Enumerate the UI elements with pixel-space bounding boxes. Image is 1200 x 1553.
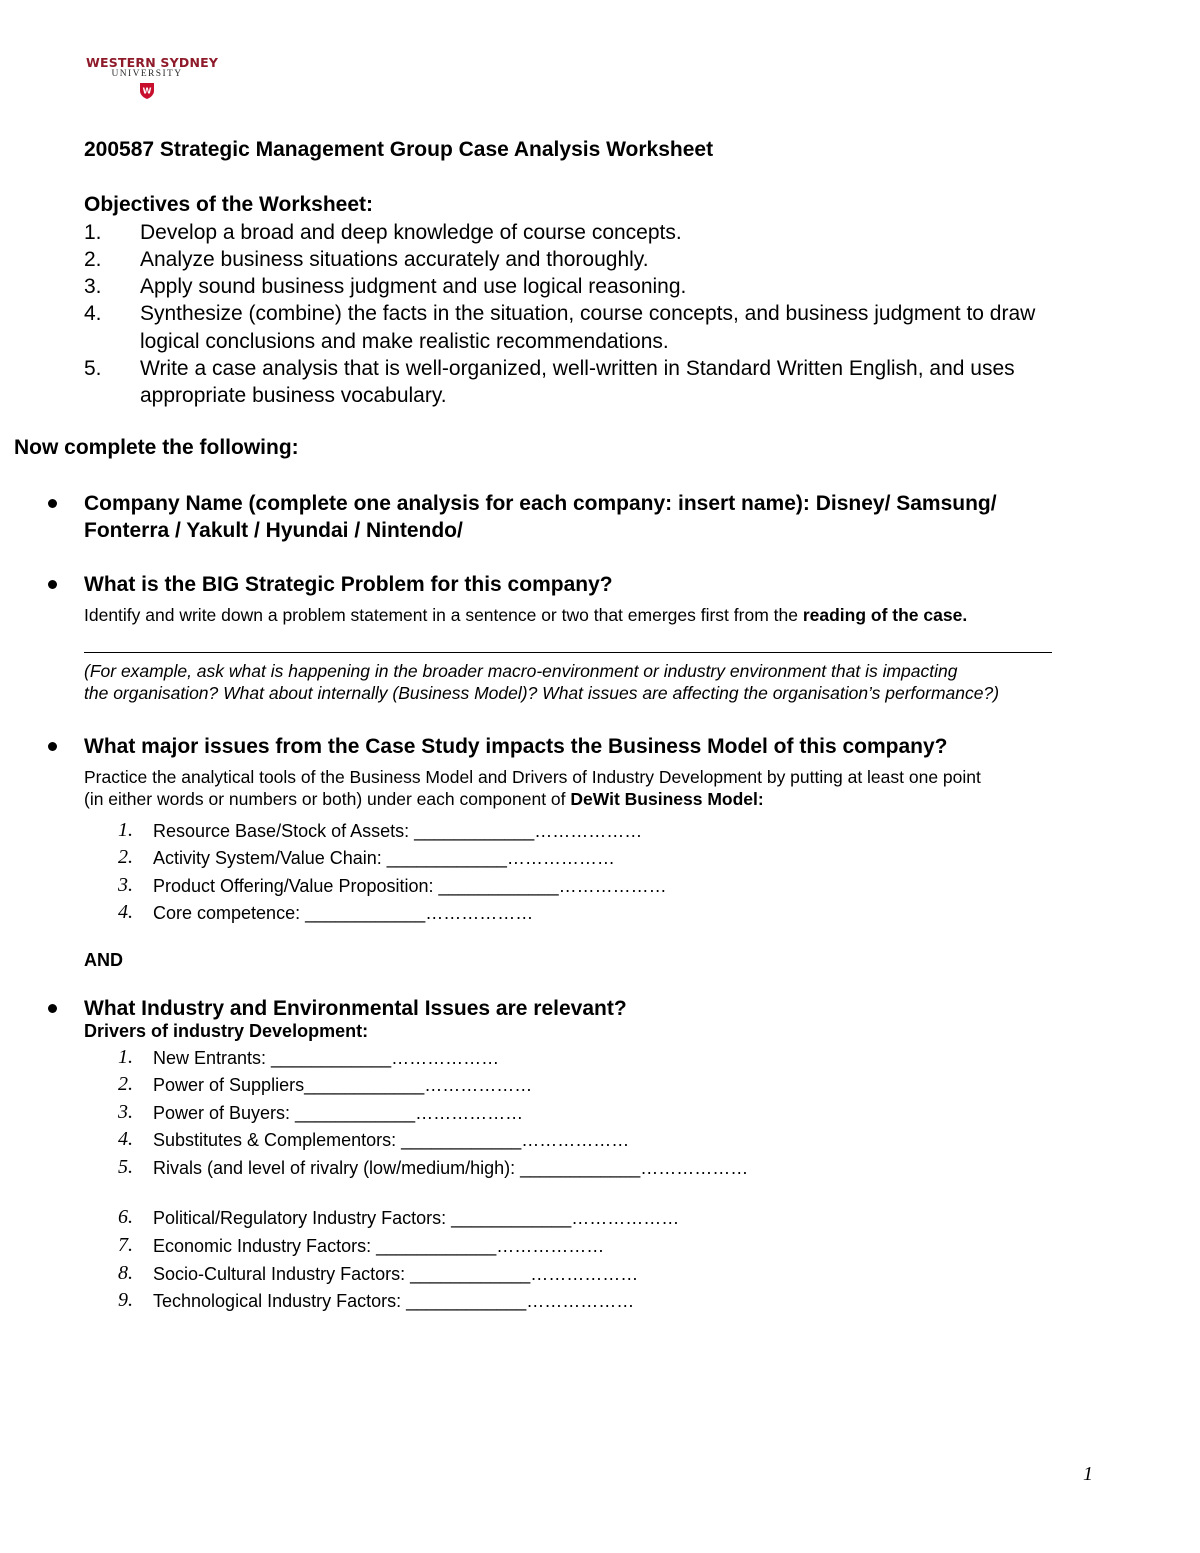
- business-model-emphasis: DeWit Business Model:: [570, 789, 764, 809]
- objective-text: Write a case analysis that is well-organized, well-written in Standard Written English, and uses: [140, 357, 1015, 380]
- objective-number: 3.: [84, 275, 102, 298]
- item-number: 4.: [118, 1128, 133, 1150]
- bullet-icon: [48, 580, 57, 589]
- business-model-instruction-continued: [84, 788, 764, 810]
- item-text: New Entrants: ____________………………: [153, 1048, 500, 1068]
- item-text: Socio-Cultural Industry Factors: ____________………………: [153, 1264, 639, 1284]
- item-number: 7.: [118, 1234, 133, 1256]
- objective-number: 5.: [84, 357, 102, 380]
- company-name-line: Company Name (complete one analysis for each company: insert name): Disney/ Samsung/: [84, 492, 997, 515]
- item-number: 3.: [118, 1101, 133, 1123]
- business-model-heading: What major issues from the Case Study impacts the Business Model of this company?: [84, 735, 948, 758]
- item-text: Economic Industry Factors: ____________………………: [153, 1236, 605, 1256]
- objective-number: 2.: [84, 248, 102, 271]
- item-number: 5.: [118, 1156, 133, 1178]
- industry-heading: What Industry and Environmental Issues are relevant?: [84, 997, 627, 1020]
- objective-text: Analyze business situations accurately and thoroughly.: [140, 248, 649, 271]
- shield-icon: [139, 82, 155, 100]
- answer-line: [84, 652, 1052, 653]
- objective-text: Develop a broad and deep knowledge of course concepts.: [140, 221, 682, 244]
- problem-instruction-emphasis: reading of the case.: [802, 605, 968, 625]
- objective-text: logical conclusions and make realistic recommendations.: [140, 330, 669, 353]
- item-text: Rivals (and level of rivalry (low/medium/high): ____________………………: [153, 1158, 749, 1178]
- item-text: Core competence: ____________………………: [153, 903, 534, 923]
- business-model-instruction: Practice the analytical tools of the Business Model and Drivers of Industry Development by putting at least one point: [84, 767, 981, 787]
- document-title: 200587 Strategic Management Group Case Analysis Worksheet: [84, 138, 714, 161]
- item-number: 3.: [118, 874, 133, 896]
- problem-example: (For example, ask what is happening in the broader macro-environment or industry environment that is impacting: [84, 661, 958, 681]
- item-text: Technological Industry Factors: ____________………………: [153, 1291, 635, 1311]
- bullet-icon: [48, 499, 57, 508]
- item-number: 9.: [118, 1289, 133, 1311]
- logo-university-text: UNIVERSITY: [111, 69, 183, 79]
- item-text: Substitutes & Complementors: ____________………………: [153, 1130, 630, 1150]
- item-number: 1.: [118, 819, 133, 841]
- item-number: 4.: [118, 901, 133, 923]
- logo-wordmark: WESTERN SYDNEY: [86, 55, 219, 70]
- bullet-icon: [48, 742, 57, 751]
- item-number: 2.: [118, 1073, 133, 1095]
- objective-text: appropriate business vocabulary.: [140, 384, 447, 407]
- drivers-subheading: Drivers of industry Development:: [84, 1021, 369, 1041]
- problem-instruction-text: Identify and write down a problem statement in a sentence or two that emerges first from the: [84, 605, 803, 625]
- item-number: 1.: [118, 1046, 133, 1068]
- item-number: 2.: [118, 846, 133, 868]
- page-number: 1: [1083, 1463, 1093, 1485]
- item-number: 6.: [118, 1206, 133, 1228]
- item-number: 8.: [118, 1262, 133, 1284]
- university-logo: [86, 55, 219, 106]
- objective-text: Apply sound business judgment and use logical reasoning.: [140, 275, 687, 298]
- item-text: Resource Base/Stock of Assets: ____________………………: [153, 821, 643, 841]
- problem-heading: What is the BIG Strategic Problem for this company?: [84, 573, 613, 596]
- objectives-heading: Objectives of the Worksheet:: [84, 193, 374, 216]
- objective-number: 1.: [84, 221, 102, 244]
- bullet-icon: [48, 1004, 57, 1013]
- problem-example-continued: the organisation? What about internally (Business Model)? What issues are affecting the organisation’s performance?): [84, 683, 1000, 703]
- item-text: Power of Buyers: ____________………………: [153, 1103, 524, 1123]
- item-text: Activity System/Value Chain: ____________………………: [153, 848, 615, 868]
- item-text: Product Offering/Value Proposition: ____________………………: [153, 876, 667, 896]
- problem-instruction: [84, 604, 967, 626]
- svg-text:W: W: [142, 86, 152, 96]
- company-name-line-continued: Fonterra / Yakult / Hyundai / Nintendo/: [84, 519, 463, 542]
- objective-number: 4.: [84, 302, 102, 325]
- business-model-instruction-text: (in either words or numbers or both) under each component of: [84, 789, 571, 809]
- objective-text: Synthesize (combine) the facts in the situation, course concepts, and business judgment to draw: [140, 302, 1036, 325]
- item-text: Political/Regulatory Industry Factors: ____________………………: [153, 1208, 680, 1228]
- and-label: AND: [84, 950, 123, 970]
- instructions-heading: Now complete the following:: [14, 436, 299, 459]
- item-text: Power of Suppliers____________………………: [153, 1075, 533, 1095]
